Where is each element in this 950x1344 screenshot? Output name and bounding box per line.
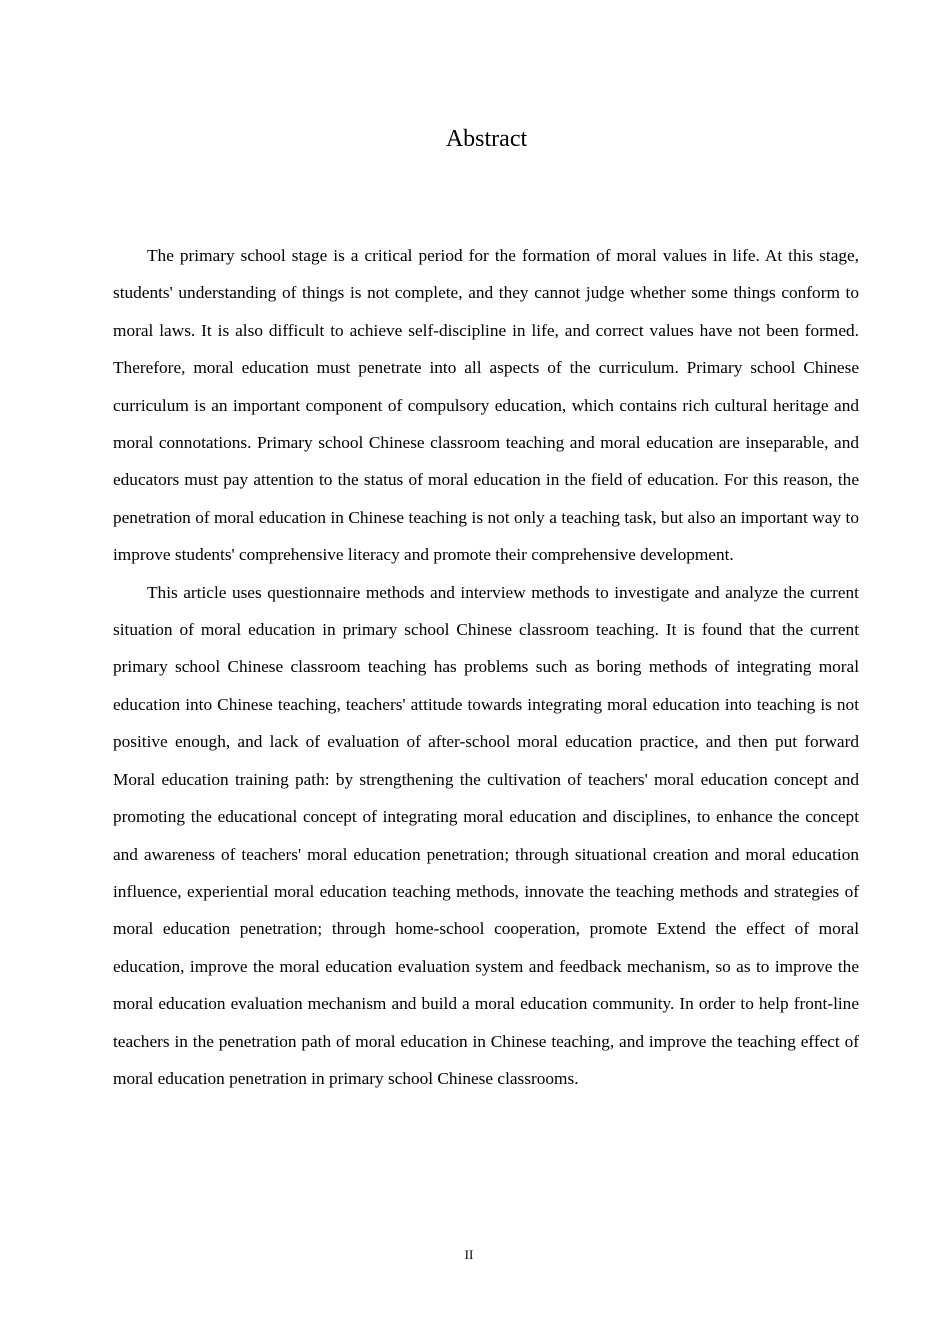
page-number: II — [464, 1247, 474, 1262]
page-title: Abstract — [445, 126, 528, 152]
abstract-body — [113, 237, 859, 1097]
abstract-paragraph-2: This article uses questionnaire methods and interview methods to investigate and analyze the current situation of moral education in primary school Chinese classroom teaching. It is found that the current primary school Chinese classroom teaching has problems such as boring methods of integrating moral education into Chinese teaching, teachers' attitude towards integrating moral education into teaching is not positive enough, and lack of evaluation of after-school moral education practice, and then put forward Moral education training path: by strengthening the cultivation of teachers' moral education concept and promoting the educational concept of integrating moral education and disciplines, to enhance the concept and awareness of teachers' moral education penetration; through situational creation and moral education influence, experiential moral education teaching methods, innovate the teaching methods and strategies of moral education penetration; through home-school cooperation, promote Extend the effect of moral education, improve the moral education evaluation system and feedback mechanism, so as to improve the moral education evaluation mechanism and build a moral education community. In order to help front-line teachers in the penetration path of moral education in Chinese teaching, and improve the teaching effect of moral education penetration in primary school Chinese classrooms. — [113, 582, 859, 1088]
abstract-paragraph-1: The primary school stage is a critical period for the formation of moral values in life. At this stage, students' understanding of things is not complete, and they cannot judge whether some things conform to moral laws. It is also difficult to achieve self-discipline in life, and correct values have not been formed. Therefore, moral education must penetrate into all aspects of the curriculum. Primary school Chinese curriculum is an important component of compulsory education, which contains rich cultural heritage and moral connotations. Primary school Chinese classroom teaching and moral education are inseparable, and educators must pay attention to the status of moral education in the field of education. For this reason, the penetration of moral education in Chinese teaching is not only a teaching task, but also an important way to improve students' comprehensive literacy and promote their comprehensive development. — [113, 246, 859, 565]
